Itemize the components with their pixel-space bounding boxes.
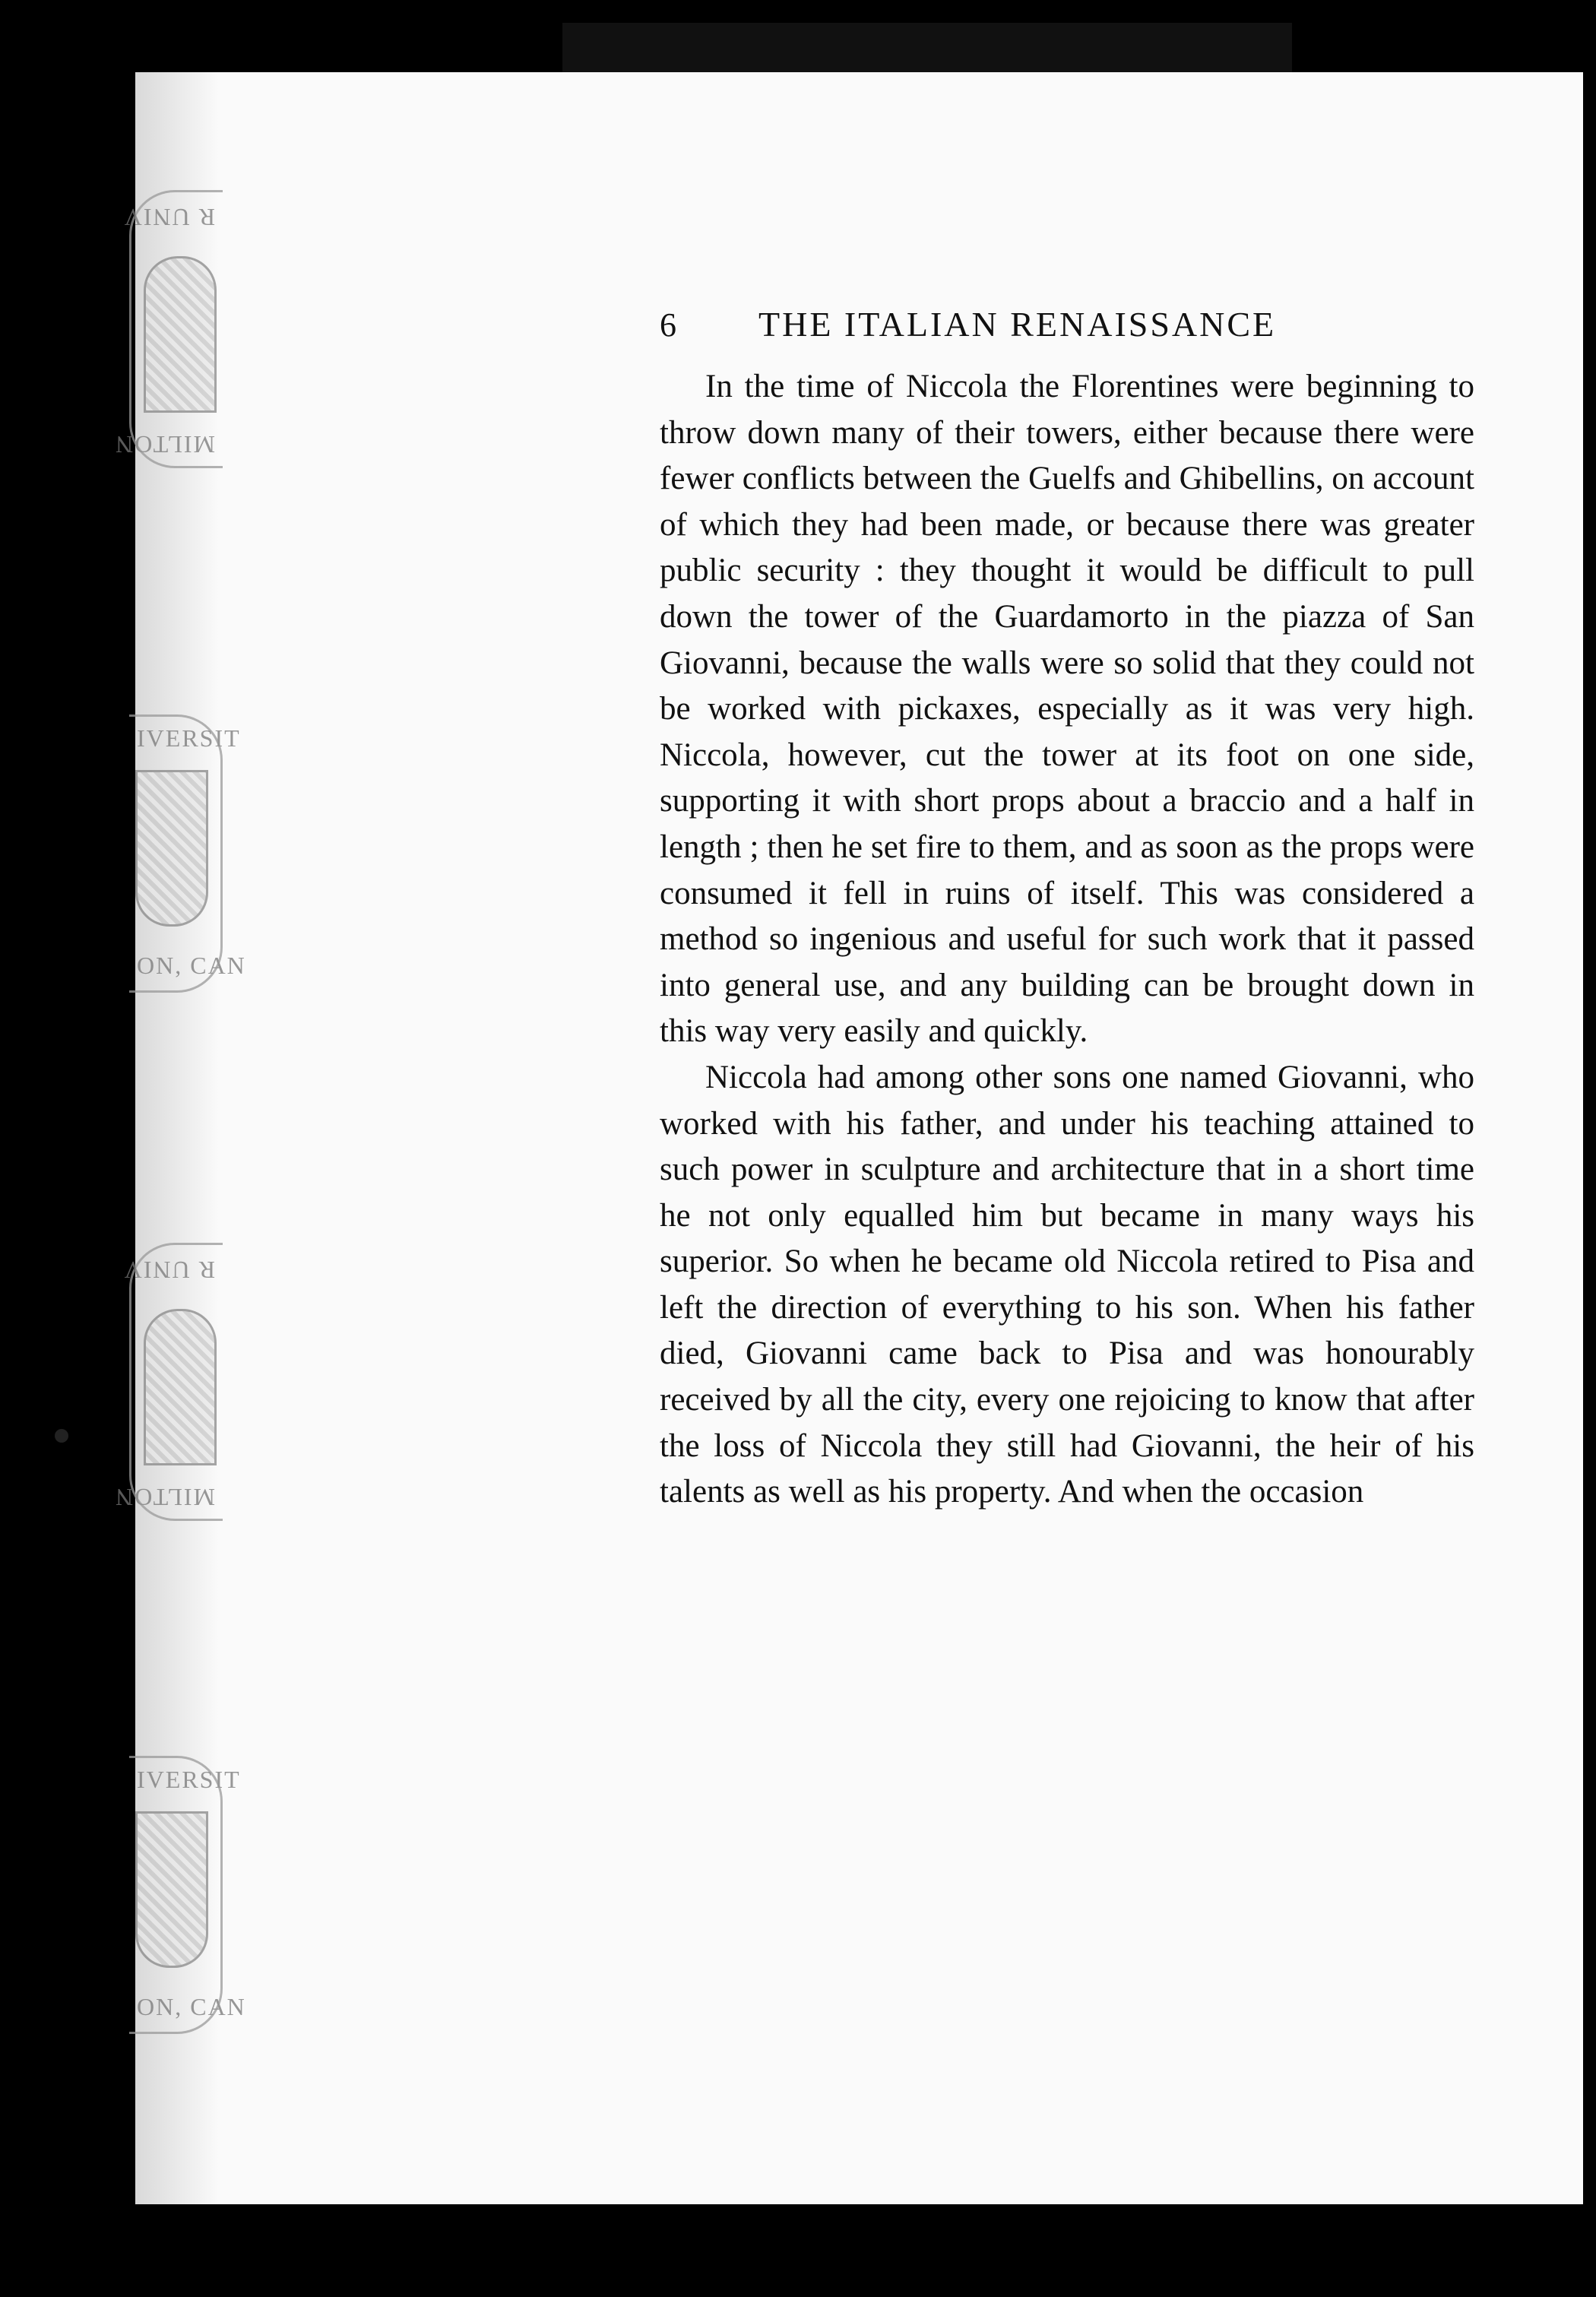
library-stamp-top-text: MILTON <box>114 431 215 458</box>
library-stamp <box>129 714 246 993</box>
book-title: THE ITALIAN RENAISSANCE <box>758 305 1277 344</box>
body-text <box>660 364 1474 1516</box>
crest-icon <box>135 1811 208 1968</box>
library-stamp-bottom-text: ON, CAN <box>137 1993 246 2020</box>
library-stamp-bottom-text: R UNIV <box>122 204 215 231</box>
library-stamp <box>129 1756 246 2034</box>
page-number: 6 <box>660 306 676 344</box>
library-stamp-bottom-text: R UNIV <box>122 1256 215 1284</box>
scan-speck <box>55 1429 68 1443</box>
library-stamp <box>114 190 223 468</box>
crest-icon <box>144 1309 217 1465</box>
library-stamp-top-text: IVERSIT <box>137 1766 241 1793</box>
paragraph: Niccola had among other sons one named Giovanni, who worked with his father, and under his teaching attained to such power in sculpture and architecture that in a short time he not only equalled him but became in many ways his superior. So when he became old Niccola retired to Pisa and left the direction of everything to his son. When his father died, Giovanni came back to Pisa and was honourably received by all the city, every one rejoicing to know that after the loss of Niccola they still had Giovanni, the heir of his talents as well as his property. And when the occasion <box>660 1059 1474 1510</box>
crest-icon <box>135 770 208 927</box>
library-stamp <box>114 1243 223 1521</box>
library-stamp-bottom-text: ON, CAN <box>137 952 246 979</box>
running-head <box>660 304 1474 344</box>
paragraph: In the time of Niccola the Florentines were beginning to throw down many of their towers, either because there were fewer conflicts between the Guelfs and Ghibellins, on account of which they had been made, or because there was greater public security : they thought it would be difficult to pull down the tower of the Guardamorto in the piazza of San Giovanni, because the walls were so solid that they could not be worked with pickaxes, especially as it was very high. Niccola, however, cut the tower at its foot on one side, supporting it with short props about a braccio and a half in length ; then he set fire to them, and as soon as the props were consumed it fell in ruins of itself. This was considered a method so ingenious and useful for such work that it passed into general use, and any building can be brought down in this way very easily and quickly. <box>660 369 1474 1050</box>
crest-icon <box>144 256 217 413</box>
library-stamp-top-text: MILTON <box>114 1484 215 1511</box>
library-stamp-top-text: IVERSIT <box>137 724 241 752</box>
page-content <box>660 304 1474 1516</box>
scan-top-band <box>562 23 1292 76</box>
